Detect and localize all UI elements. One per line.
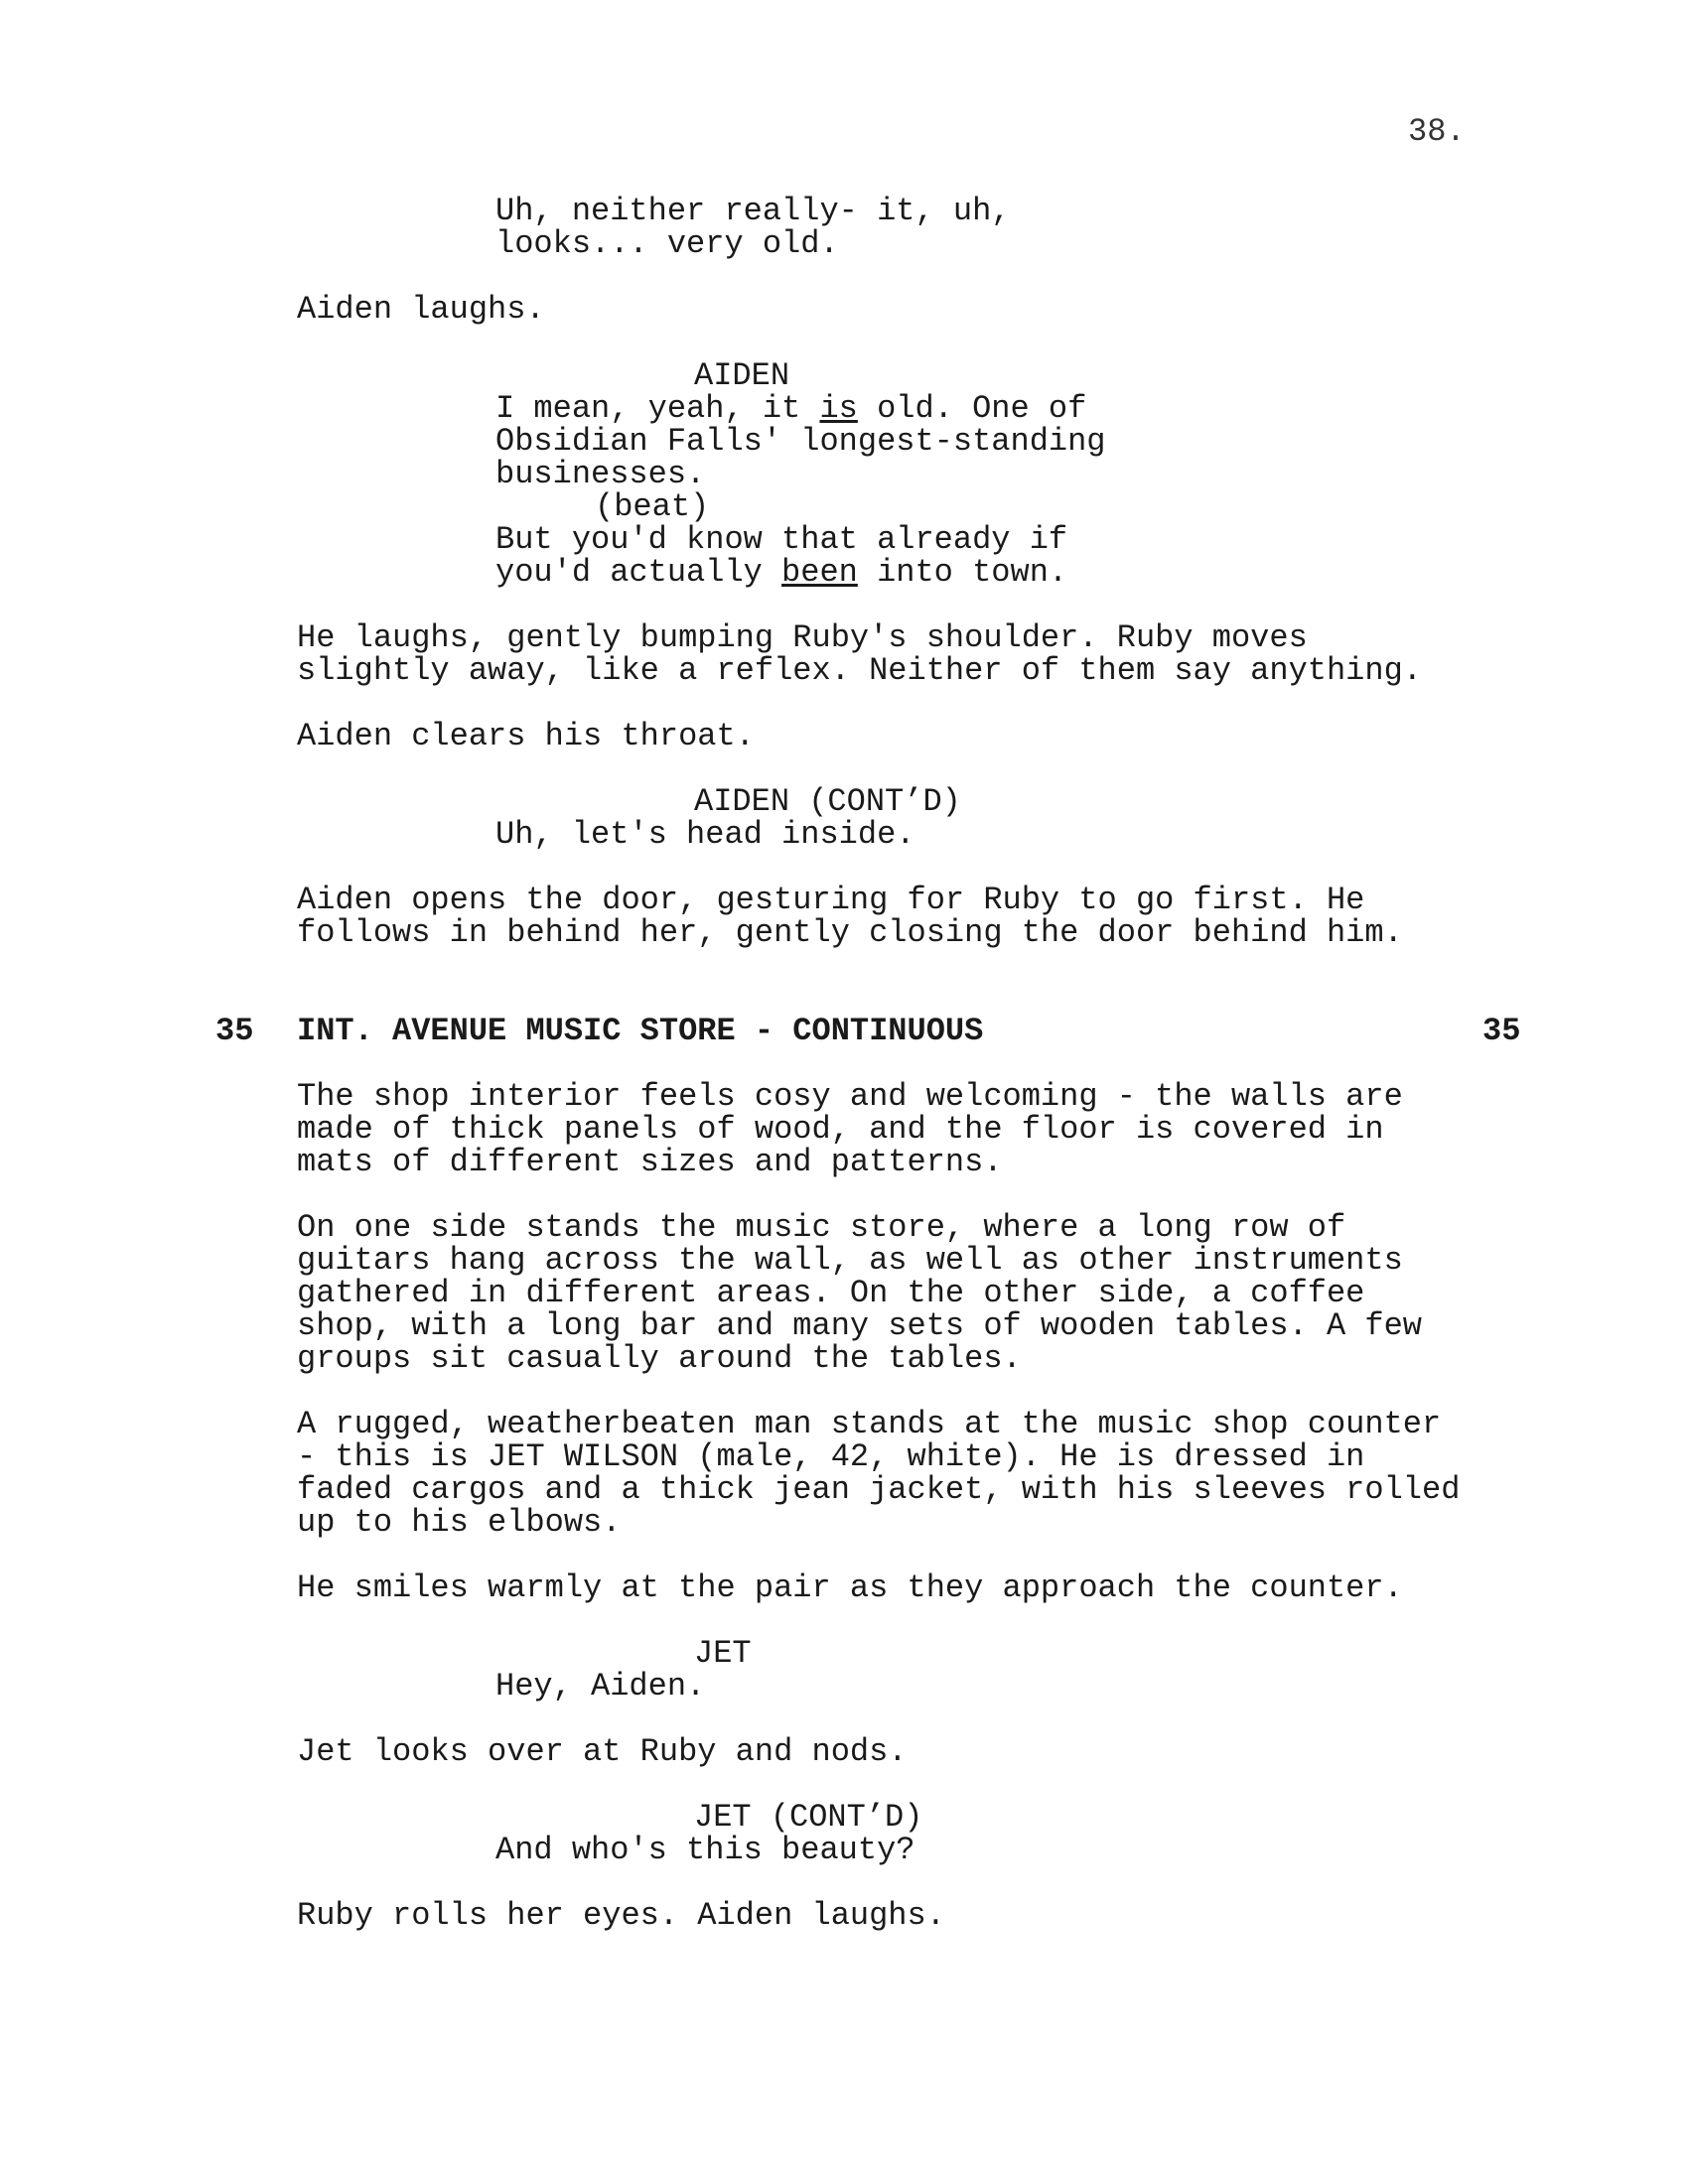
action-line: Ruby rolls her eyes. Aiden laughs. (297, 1897, 945, 1934)
action-line: A rugged, weatherbeaten man stands at the music shop counter (297, 1406, 1442, 1442)
action-line: up to his elbows. (297, 1504, 622, 1541)
parenthetical: (beat) (595, 488, 710, 525)
emphasis-text: is (819, 390, 858, 427)
character-cue: AIDEN (CONT’D) (694, 783, 961, 820)
character-cue: AIDEN (694, 357, 790, 394)
dialogue-line: looks... very old. (495, 225, 839, 262)
dialogue-line: businesses. (495, 456, 706, 492)
action-line: follows in behind her, gently closing the door behind him. (297, 914, 1403, 951)
action-line: shop, with a long bar and many sets of wooden tables. A few (297, 1307, 1422, 1344)
character-cue: JET (694, 1635, 752, 1672)
action-line: faded cargos and a thick jean jacket, with his sleeves rolled (297, 1471, 1461, 1508)
dialogue-text: I mean, yeah, it (495, 390, 820, 427)
action-line: slightly away, like a reflex. Neither of them say anything. (297, 652, 1422, 689)
page-number: 38. (1408, 113, 1466, 150)
action-line: The shop interior feels cosy and welcoming - the walls are (297, 1078, 1403, 1115)
action-line: Aiden opens the door, gesturing for Ruby to go first. He (297, 882, 1365, 918)
action-line: Aiden laughs. (297, 291, 545, 328)
action-line: Jet looks over at Ruby and nods. (297, 1733, 908, 1770)
dialogue-line: Hey, Aiden. (495, 1668, 706, 1705)
dialogue-line: Uh, let's head inside. (495, 816, 915, 853)
action-line: gathered in different areas. On the other side, a coffee (297, 1275, 1365, 1311)
dialogue-text: old. One of (857, 390, 1087, 427)
dialogue-line: Uh, neither really- it, uh, (495, 193, 1011, 229)
scene-number-right: 35 (1482, 1013, 1521, 1049)
action-line: groups sit casually around the tables. (297, 1340, 1022, 1377)
action-line: He laughs, gently bumping Ruby's shoulder. Ruby moves (297, 619, 1308, 656)
dialogue-text: you'd actually (495, 554, 782, 591)
dialogue-line (495, 392, 1086, 425)
character-cue: JET (CONT’D) (694, 1799, 923, 1836)
dialogue-text: into town. (857, 554, 1068, 591)
dialogue-line: But you'd know that already if (495, 521, 1068, 558)
action-line: guitars hang across the wall, as well as other instruments (297, 1242, 1403, 1279)
action-line: - this is JET WILSON (male, 42, white). He is dressed in (297, 1438, 1365, 1475)
dialogue-line: And who's this beauty? (495, 1832, 915, 1868)
action-line: mats of different sizes and patterns. (297, 1144, 1003, 1180)
action-line: On one side stands the music store, where a long row of (297, 1209, 1346, 1246)
scene-number-left: 35 (215, 1013, 254, 1049)
action-line: made of thick panels of wood, and the floor is covered in (297, 1111, 1384, 1148)
dialogue-line (495, 556, 1067, 589)
dialogue-line: Obsidian Falls' longest-standing (495, 423, 1106, 460)
action-line: Aiden clears his throat. (297, 718, 755, 754)
action-line: He smiles warmly at the pair as they approach the counter. (297, 1570, 1403, 1606)
emphasis-text: been (781, 554, 858, 591)
scene-heading: INT. AVENUE MUSIC STORE - CONTINUOUS (297, 1013, 984, 1049)
